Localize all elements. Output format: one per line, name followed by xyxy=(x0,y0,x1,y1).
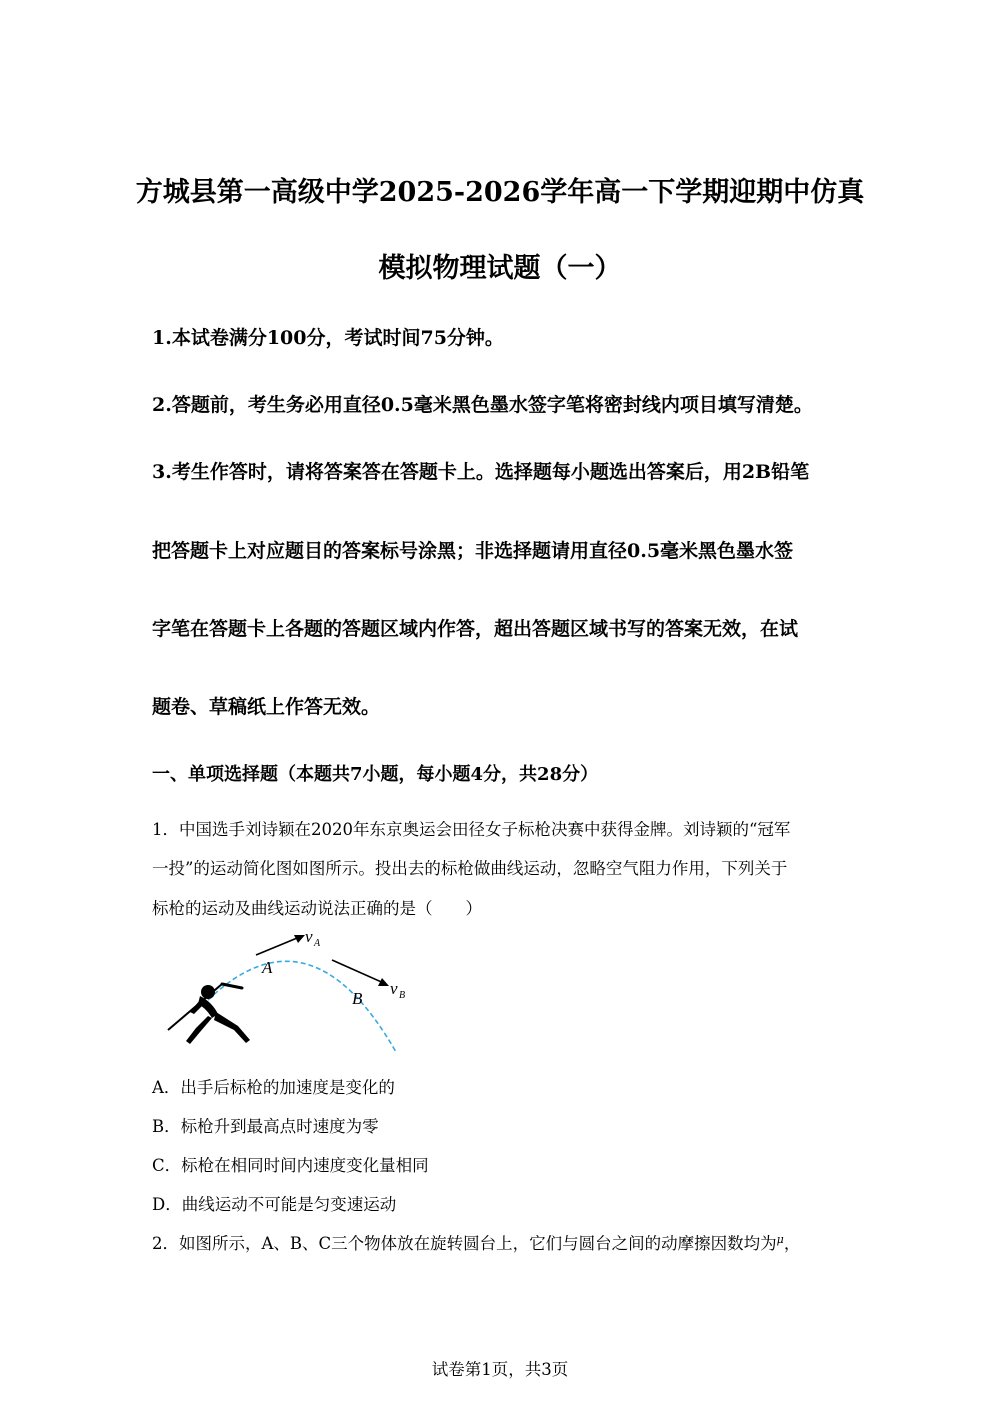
question-1-option-b: B．标枪升到最高点时速度为零 xyxy=(152,1117,379,1136)
section-heading-single-choice: 一、单项选择题（本题共7小题，每小题4分，共28分） xyxy=(152,764,599,785)
instruction-1: 1.本试卷满分100分，考试时间75分钟。 xyxy=(152,327,504,349)
instruction-2: 2.答题前，考生务必用直径0.5毫米黑色墨水签字笔将密封线内项目填写清楚。 xyxy=(152,394,813,416)
javelin-thrower-silhouette xyxy=(168,984,250,1044)
instruction-3-line-1: 3.考生作答时，请将答案答在答题卡上。选择题每小题选出答案后，用2B铅笔 xyxy=(152,461,810,483)
velocity-arrow-b xyxy=(332,960,386,984)
instruction-3-line-4: 题卷、草稿纸上作答无效。 xyxy=(152,696,381,718)
velocity-b-label: v xyxy=(390,979,398,998)
instruction-3-line-2: 把答题卡上对应题目的答案标号涂黑；非选择题请用直径0.5毫米黑色墨水签 xyxy=(152,540,794,562)
question-1-option-a: A．出手后标枪的加速度是变化的 xyxy=(152,1078,395,1097)
question-2-text: 2．如图所示，A、B、C三个物体放在旋转圆台上，它们与圆台之间的动摩擦因数均为 xyxy=(152,1234,777,1253)
question-1-line-1: 1．中国选手刘诗颖在2020年东京奥运会田径女子标枪决赛中获得金牌。刘诗颖的“冠军 xyxy=(152,820,791,839)
instruction-3-line-3: 字笔在答题卡上各题的答题区域内作答，超出答题区域书写的答案无效，在试 xyxy=(152,618,799,640)
question-2-line-1 xyxy=(152,1230,800,1254)
velocity-arrow-a xyxy=(256,936,302,955)
question-1-line-2: 一投”的运动简化图如图所示。投出去的标枪做曲线运动，忽略空气阻力作用，下列关于 xyxy=(152,859,788,878)
trajectory-curve xyxy=(208,961,396,1052)
exam-title-line-1: 方城县第一高级中学2025-2026学年高一下学期迎期中仿真 xyxy=(135,177,865,208)
page-footer: 试卷第1页，共3页 xyxy=(431,1360,569,1379)
point-a-label: A xyxy=(262,958,273,977)
point-b-label: B xyxy=(352,989,363,1008)
velocity-a-subscript: A xyxy=(314,938,321,949)
velocity-a-label: v xyxy=(305,927,313,946)
javelin-trajectory-figure xyxy=(160,922,430,1057)
question-1-line-3: 标枪的运动及曲线运动说法正确的是（ ） xyxy=(152,899,482,918)
velocity-b-subscript: B xyxy=(399,990,406,1001)
question-1-option-d: D．曲线运动不可能是匀变速运动 xyxy=(152,1195,397,1214)
exam-title-line-2: 模拟物理试题（一） xyxy=(378,253,622,284)
friction-coefficient-symbol: μ xyxy=(776,1233,784,1246)
question-2-trailing-punctuation: ， xyxy=(783,1234,801,1253)
question-1-option-c: C．标枪在相同时间内速度变化量相同 xyxy=(152,1156,429,1175)
